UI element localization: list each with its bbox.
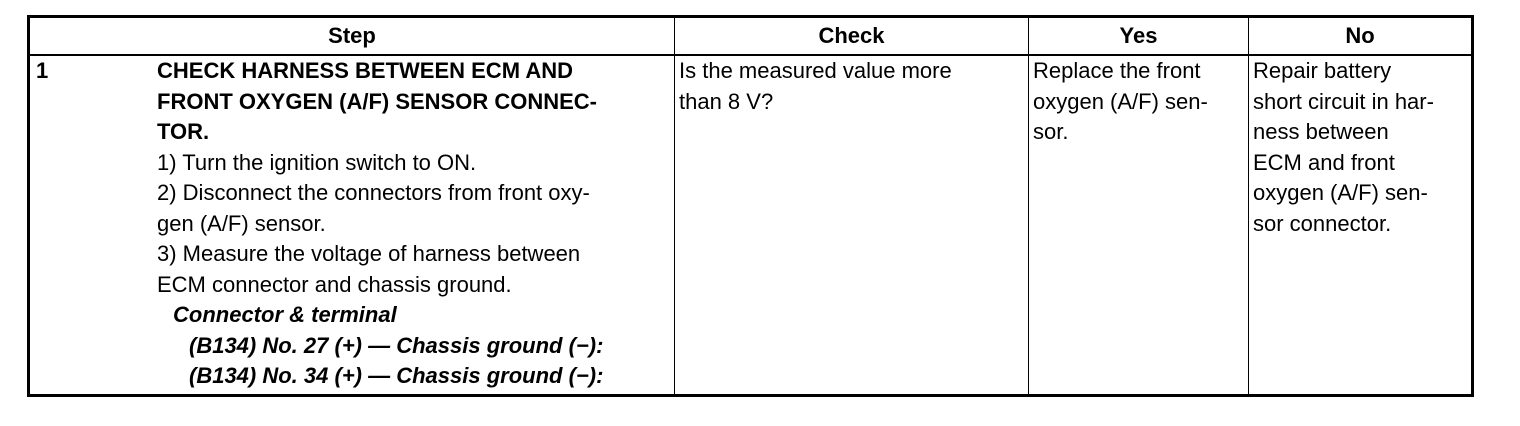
step-title-line: TOR. xyxy=(157,119,210,144)
check-cell xyxy=(675,55,1029,396)
yes-line: oxygen (A/F) sen- xyxy=(1033,88,1208,114)
no-line: oxygen (A/F) sen- xyxy=(1253,180,1428,205)
no-line: short circuit in har- xyxy=(1253,88,1434,114)
header-check: Check xyxy=(675,17,1029,56)
check-line: than 8 V? xyxy=(679,88,774,114)
instruction-line: 1) Turn the ignition switch to ON. xyxy=(157,149,477,175)
terminal-line: (B134) No. 27 (+) — Chassis ground (−): xyxy=(189,332,604,358)
step-title-line: CHECK HARNESS BETWEEN ECM AND xyxy=(157,58,573,83)
header-step: Step xyxy=(29,17,675,56)
table-row xyxy=(29,55,1473,396)
check-line: Is the measured value more xyxy=(679,58,952,83)
instruction-line: ECM connector and chassis ground. xyxy=(157,271,512,297)
no-line: ness between xyxy=(1253,119,1389,144)
yes-cell xyxy=(1029,55,1249,396)
step-cell xyxy=(29,55,675,396)
yes-line: Replace the front xyxy=(1033,58,1201,83)
no-line: ECM and front xyxy=(1253,149,1395,175)
instruction-line: gen (A/F) sensor. xyxy=(157,210,326,236)
connector-heading: Connector & terminal xyxy=(173,302,397,327)
diagnostic-table xyxy=(27,15,1474,397)
no-line: Repair battery xyxy=(1253,58,1392,83)
instruction-line: 3) Measure the voltage of harness between xyxy=(157,241,581,266)
instruction-line: 2) Disconnect the connectors from front oxy- xyxy=(157,180,590,205)
header-row xyxy=(29,17,1473,56)
yes-line: sor. xyxy=(1033,119,1069,144)
header-yes: Yes xyxy=(1029,17,1249,56)
no-line: sor connector. xyxy=(1253,210,1392,236)
header-no: No xyxy=(1249,17,1473,56)
step-title-line: FRONT OXYGEN (A/F) SENSOR CONNEC- xyxy=(157,88,598,114)
terminal-line: (B134) No. 34 (+) — Chassis ground (−): xyxy=(189,363,604,388)
step-number: 1 xyxy=(36,58,49,83)
step-body xyxy=(157,56,660,392)
no-cell xyxy=(1249,55,1473,396)
